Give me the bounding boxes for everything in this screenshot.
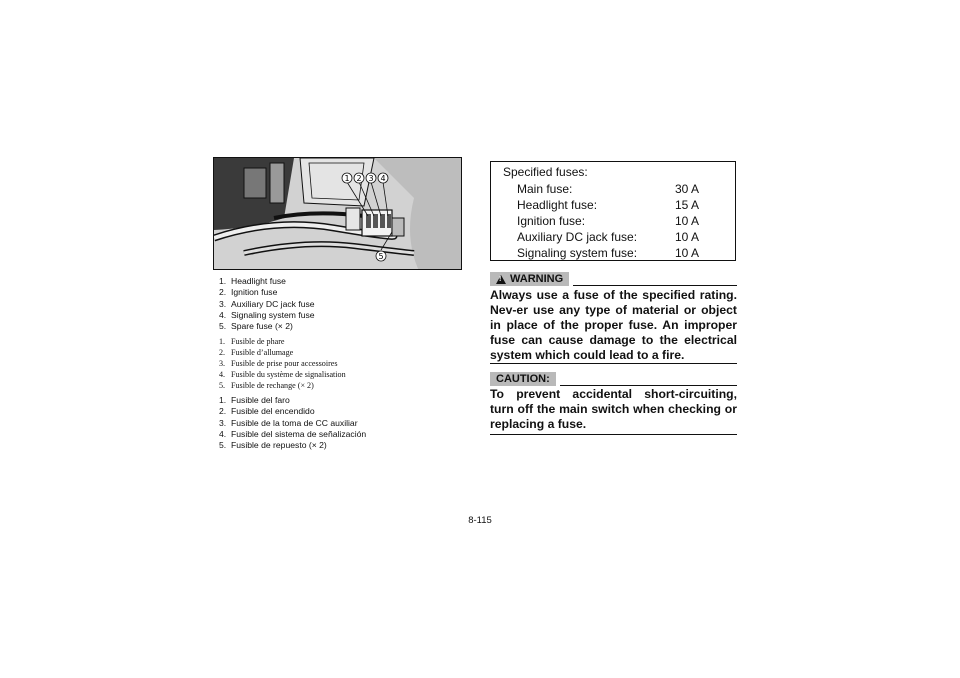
- legend-item: 3. Fusible de la toma de CC auxiliar: [219, 417, 358, 428]
- fuse-spec-row: Signaling system fuse: 10 A: [517, 246, 700, 260]
- legend-item: 5. Spare fuse (× 2): [219, 321, 293, 332]
- legend-item: 1. Fusible de phare: [219, 337, 285, 346]
- callout-1: 1: [344, 174, 350, 183]
- warning-header: [490, 272, 737, 286]
- callout-3: 3: [368, 174, 374, 183]
- callout-4: 4: [380, 174, 386, 183]
- legend-spanish: [219, 395, 366, 451]
- legend-item: 2. Ignition fuse: [219, 287, 278, 298]
- legend-item: 3. Fusible de prise pour accessoires: [219, 359, 338, 368]
- callout-5: 5: [378, 252, 384, 261]
- caution-header: [490, 372, 737, 386]
- legend-item: 5. Fusible de repuesto (× 2): [219, 440, 327, 451]
- warning-badge: ! WARNING: [490, 272, 569, 286]
- legend-item: 1. Fusible del faro: [219, 395, 290, 405]
- caution-rule: [560, 385, 737, 386]
- specified-fuses-heading: Specified fuses:: [503, 165, 588, 179]
- warning-triangle-icon: [496, 275, 506, 284]
- legend-item: 4. Fusible du système de signalisation: [219, 370, 346, 379]
- caution-badge: CAUTION:: [490, 372, 556, 386]
- legend-english: [219, 276, 315, 332]
- callout-2: 2: [356, 174, 362, 183]
- legend-french: [219, 336, 346, 391]
- fuse-location-drawing: [214, 158, 462, 270]
- fuse-spec-row: Main fuse: 30 A: [517, 182, 700, 196]
- warning-text: Always use a fuse of the specified rating. Nev-er use any type of material or object in place of the proper fuse. An improper fuse can cause damage to the electrical system which could lead to a fire.: [490, 288, 737, 362]
- page-number: 8-115: [468, 515, 492, 526]
- specified-fuses-box: [490, 161, 736, 261]
- fuse-spec-row: Headlight fuse: 15 A: [517, 198, 700, 212]
- caution-text: To prevent accidental short-circuiting, turn off the main switch when checking or replacing a fuse.: [490, 387, 737, 431]
- legend-item: 3. Auxiliary DC jack fuse: [219, 298, 315, 309]
- warning-rule: [573, 285, 737, 286]
- fuse-box-illustration: [213, 157, 462, 270]
- legend-item: 4. Fusible del sistema de señalización: [219, 428, 367, 439]
- legend-item: 2. Fusible del encendido: [219, 406, 315, 417]
- legend-item: 2. Fusible d’allumage: [219, 348, 294, 357]
- warning-end-rule: [490, 363, 737, 364]
- fuse-spec-row: Ignition fuse: 10 A: [517, 214, 700, 228]
- legend-item: 1. Headlight fuse: [219, 276, 286, 286]
- legend-item: 5. Fusible de rechange (× 2): [219, 381, 314, 390]
- fuse-spec-row: Auxiliary DC jack fuse: 10 A: [517, 230, 700, 244]
- caution-end-rule: [490, 434, 737, 435]
- legend-item: 4. Signaling system fuse: [219, 309, 315, 320]
